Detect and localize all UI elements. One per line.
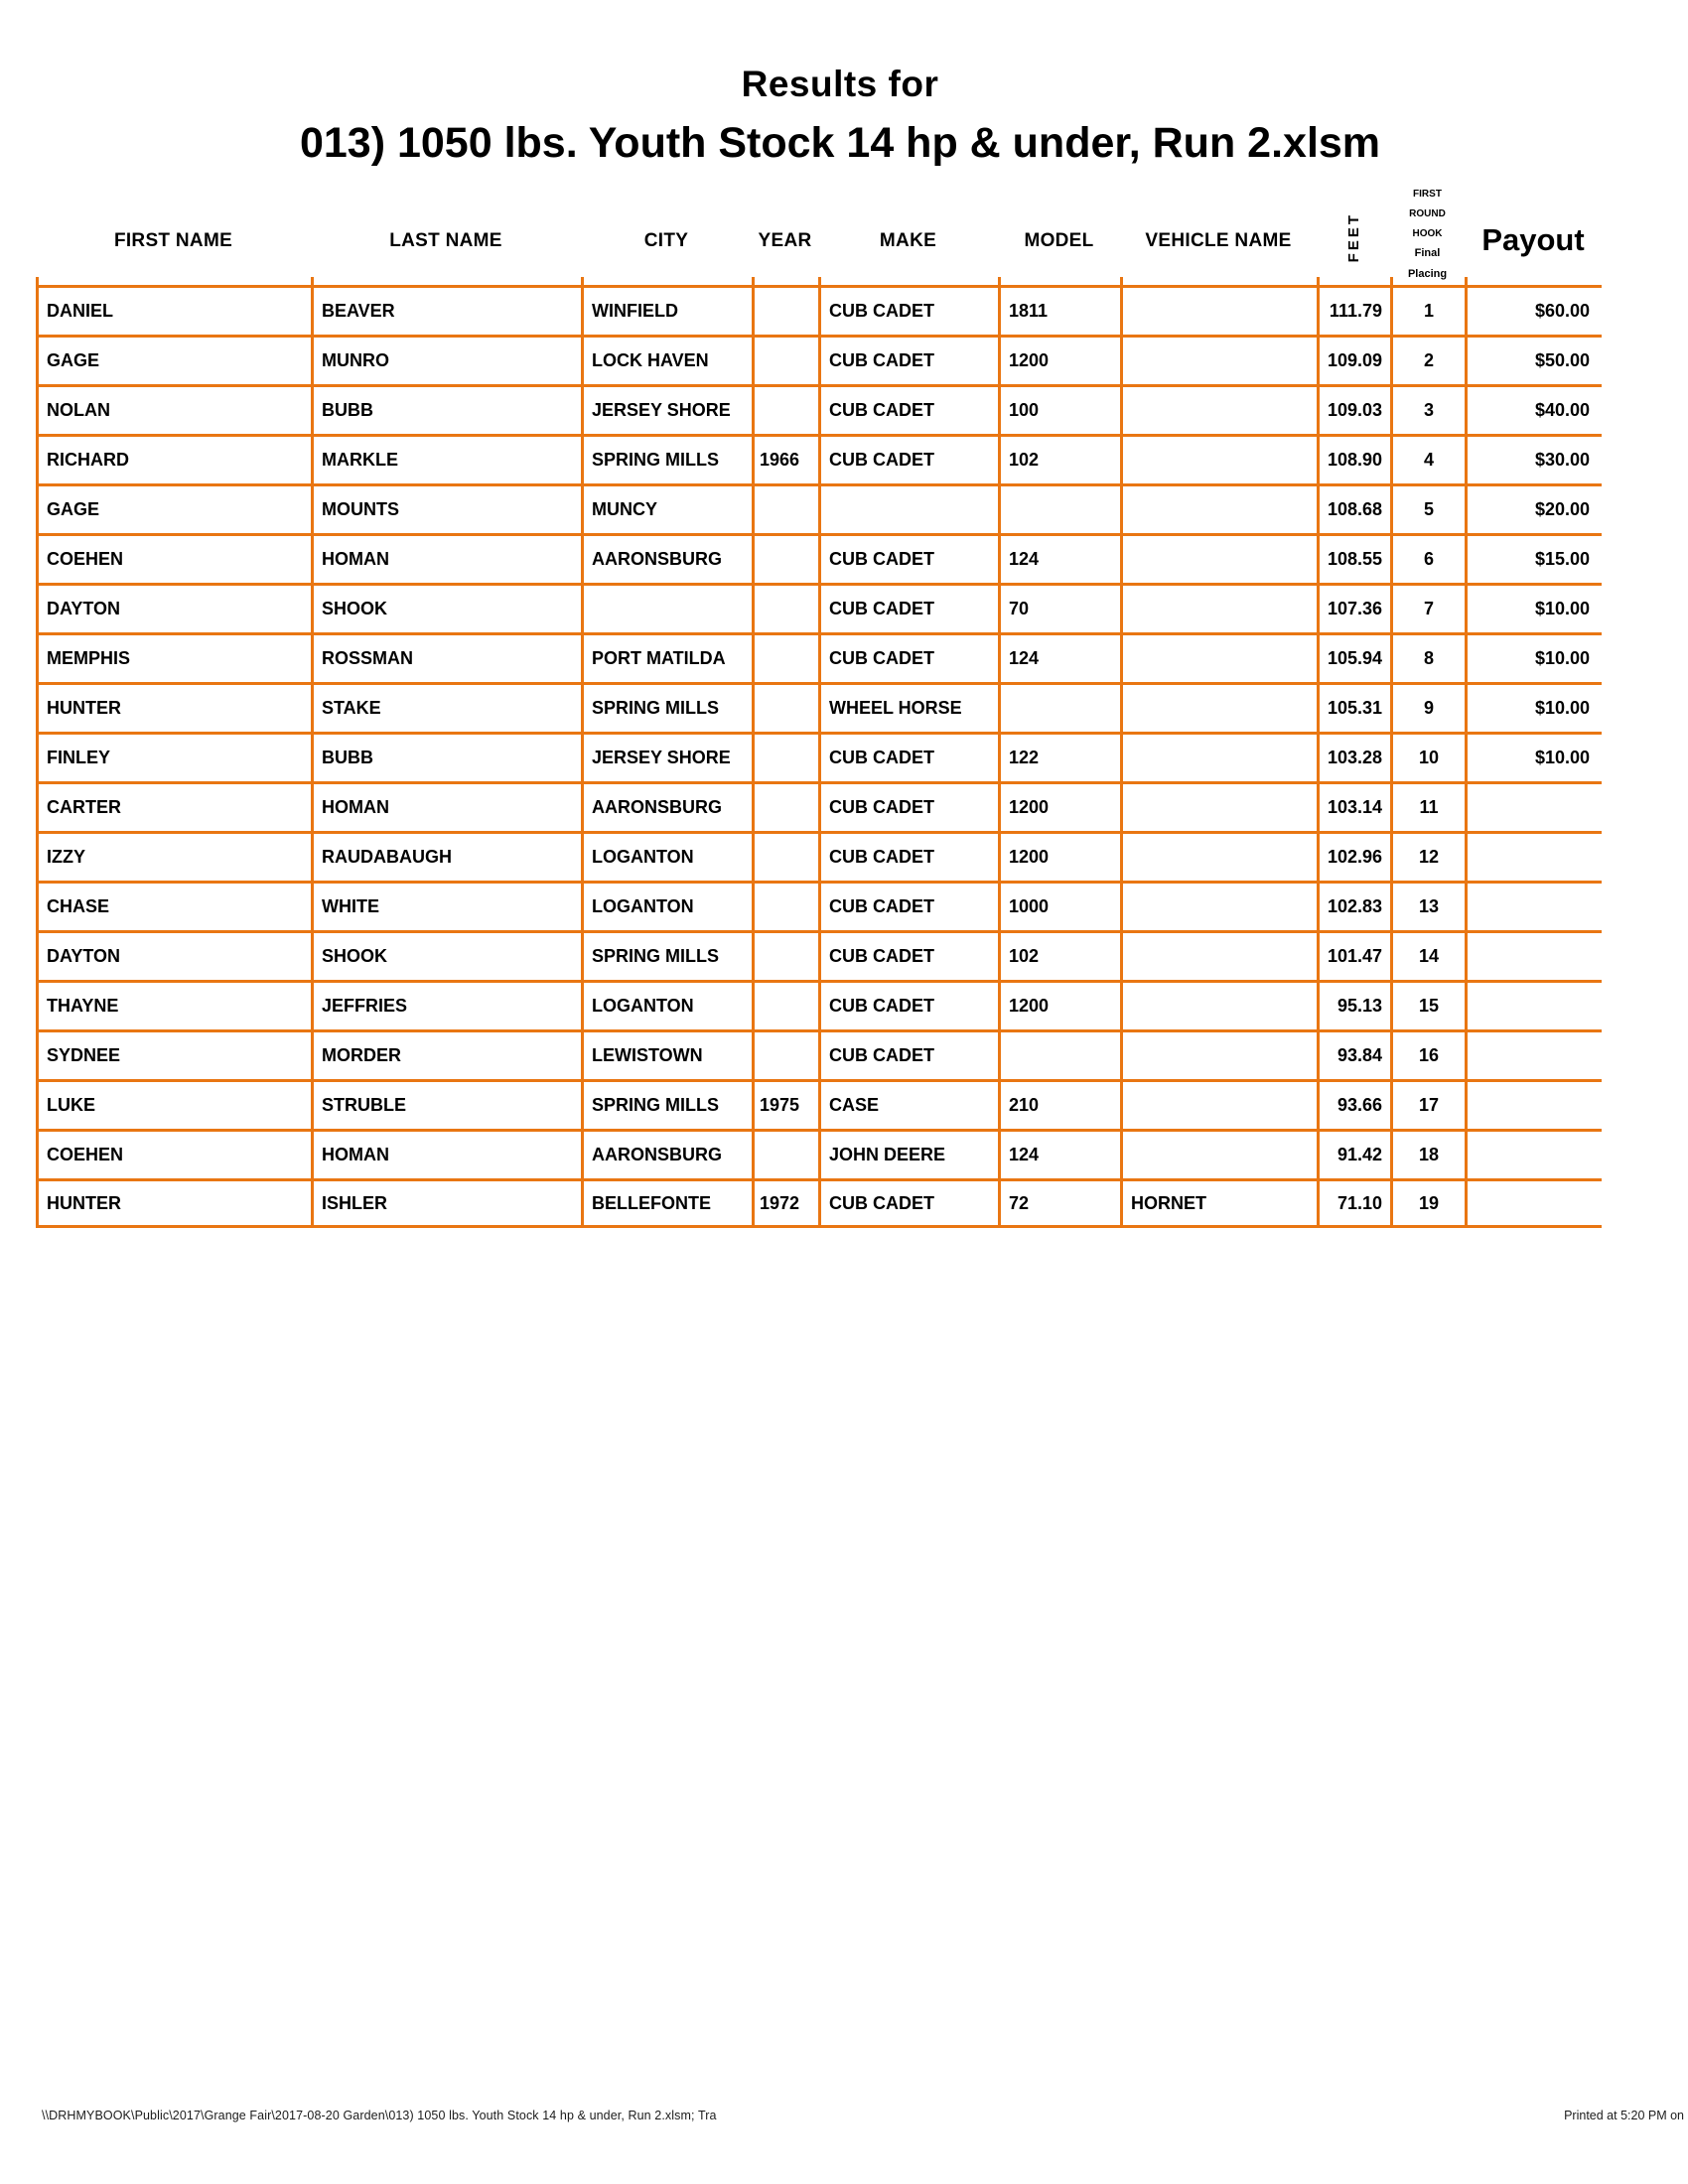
cell-payout: $30.00 [1465,434,1602,483]
cell-payout: $60.00 [1465,285,1602,335]
cell-vehicle [1120,434,1317,483]
cell-placing: 10 [1390,732,1465,781]
header-divider-tick [36,277,39,285]
cell-last: MORDER [311,1029,581,1079]
cell-model: 1811 [998,285,1120,335]
cell-feet: 93.66 [1317,1079,1390,1129]
cell-model: 210 [998,1079,1120,1129]
cell-payout: $10.00 [1465,583,1602,632]
cell-vehicle [1120,682,1317,732]
cell-city: WINFIELD [581,285,752,335]
table-row [36,930,1605,980]
cell-vehicle [1120,831,1317,881]
cell-vehicle [1120,980,1317,1029]
cell-feet: 95.13 [1317,980,1390,1029]
cell-feet: 108.68 [1317,483,1390,533]
cell-year [752,831,818,881]
cell-year [752,632,818,682]
cell-last: RAUDABAUGH [311,831,581,881]
cell-vehicle [1120,533,1317,583]
cell-feet: 101.47 [1317,930,1390,980]
cell-payout: $40.00 [1465,384,1602,434]
cell-last: MARKLE [311,434,581,483]
cell-vehicle [1120,583,1317,632]
cell-year: 1972 [752,1178,818,1228]
cell-model: 100 [998,384,1120,434]
cell-city: SPRING MILLS [581,682,752,732]
cell-feet: 109.03 [1317,384,1390,434]
cell-vehicle [1120,781,1317,831]
cell-model [998,1029,1120,1079]
cell-year [752,335,818,384]
cell-placing: 1 [1390,285,1465,335]
cell-feet: 103.28 [1317,732,1390,781]
header-divider-tick [1465,277,1468,285]
column-header-year: YEAR [758,230,812,251]
cell-city: LOCK HAVEN [581,335,752,384]
cell-payout: $20.00 [1465,483,1602,533]
cell-year [752,732,818,781]
table-row [36,434,1605,483]
table-row [36,1029,1605,1079]
cell-payout [1465,1178,1602,1228]
cell-vehicle [1120,1029,1317,1079]
cell-last: ISHLER [311,1178,581,1228]
cell-placing: 13 [1390,881,1465,930]
cell-city: LOGANTON [581,831,752,881]
cell-payout [1465,881,1602,930]
cell-first: DAYTON [36,583,311,632]
header-divider-tick [998,277,1001,285]
cell-make: WHEEL HORSE [818,682,998,732]
page-title: Results for [741,64,939,104]
cell-placing: 9 [1390,682,1465,732]
cell-make: CUB CADET [818,583,998,632]
cell-payout: $10.00 [1465,732,1602,781]
table-row [36,682,1605,732]
cell-last: HOMAN [311,533,581,583]
cell-placing: 12 [1390,831,1465,881]
cell-vehicle [1120,384,1317,434]
cell-last: JEFFRIES [311,980,581,1029]
cell-make: CUB CADET [818,533,998,583]
cell-last: MUNRO [311,335,581,384]
cell-model: 72 [998,1178,1120,1228]
cell-last: HOMAN [311,781,581,831]
cell-year: 1966 [752,434,818,483]
cell-year [752,682,818,732]
cell-placing: 16 [1390,1029,1465,1079]
cell-make: CUB CADET [818,632,998,682]
cell-first: RICHARD [36,434,311,483]
column-header-make: MAKE [879,230,937,251]
table-row [36,285,1605,335]
table-row [36,533,1605,583]
cell-model: 1200 [998,980,1120,1029]
cell-first: COEHEN [36,533,311,583]
header-divider-tick [581,277,584,285]
cell-model: 70 [998,583,1120,632]
cell-first: THAYNE [36,980,311,1029]
cell-vehicle [1120,285,1317,335]
header-divider-tick [1120,277,1123,285]
cell-model: 102 [998,930,1120,980]
column-header-model: MODEL [1024,230,1094,251]
cell-make: CUB CADET [818,881,998,930]
table-row [36,980,1605,1029]
cell-vehicle [1120,1079,1317,1129]
cell-last: SHOOK [311,583,581,632]
cell-vehicle [1120,1129,1317,1178]
cell-city: SPRING MILLS [581,434,752,483]
cell-make: CUB CADET [818,831,998,881]
cell-vehicle [1120,335,1317,384]
cell-last: BUBB [311,384,581,434]
cell-year [752,483,818,533]
cell-last: ROSSMAN [311,632,581,682]
cell-make: CUB CADET [818,732,998,781]
cell-first: HUNTER [36,682,311,732]
cell-placing: 3 [1390,384,1465,434]
cell-feet: 111.79 [1317,285,1390,335]
header-divider-tick [1317,277,1320,285]
cell-placing: 7 [1390,583,1465,632]
cell-last: MOUNTS [311,483,581,533]
cell-model: 124 [998,632,1120,682]
cell-city [581,583,752,632]
cell-model: 122 [998,732,1120,781]
cell-year [752,533,818,583]
table-row [36,781,1605,831]
table-row [36,1079,1605,1129]
cell-city: SPRING MILLS [581,930,752,980]
column-header-first-round-hook-final-placing: FIRST ROUND HOOK Final Placing [1407,189,1448,280]
table-row [36,831,1605,881]
cell-year [752,980,818,1029]
results-table [36,285,1605,1228]
cell-last: STRUBLE [311,1079,581,1129]
cell-first: CARTER [36,781,311,831]
cell-last: WHITE [311,881,581,930]
cell-payout [1465,1129,1602,1178]
cell-placing: 14 [1390,930,1465,980]
column-header-last-name: LAST NAME [389,230,502,251]
cell-first: DAYTON [36,930,311,980]
cell-vehicle: HORNET [1120,1178,1317,1228]
cell-city: AARONSBURG [581,781,752,831]
header-divider-tick [752,277,755,285]
cell-last: STAKE [311,682,581,732]
cell-vehicle [1120,732,1317,781]
cell-year [752,285,818,335]
cell-year [752,1129,818,1178]
cell-make: CUB CADET [818,781,998,831]
cell-city: LOGANTON [581,881,752,930]
table-row [36,732,1605,781]
cell-first: HUNTER [36,1178,311,1228]
table-row [36,1129,1605,1178]
cell-first: COEHEN [36,1129,311,1178]
header-divider-tick [818,277,821,285]
cell-year [752,930,818,980]
cell-year [752,1029,818,1079]
cell-first: NOLAN [36,384,311,434]
cell-payout [1465,980,1602,1029]
cell-placing: 18 [1390,1129,1465,1178]
cell-placing: 11 [1390,781,1465,831]
cell-make: CUB CADET [818,980,998,1029]
cell-make: CUB CADET [818,434,998,483]
cell-vehicle [1120,632,1317,682]
cell-city: AARONSBURG [581,1129,752,1178]
table-row [36,1178,1605,1228]
table-row [36,483,1605,533]
header-divider-tick [1390,277,1393,285]
cell-first: FINLEY [36,732,311,781]
column-header-payout: Payout [1481,222,1585,257]
cell-year [752,583,818,632]
cell-payout: $50.00 [1465,335,1602,384]
cell-first: IZZY [36,831,311,881]
cell-vehicle [1120,930,1317,980]
cell-first: DANIEL [36,285,311,335]
cell-feet: 105.94 [1317,632,1390,682]
cell-city: JERSEY SHORE [581,732,752,781]
cell-year: 1975 [752,1079,818,1129]
cell-last: BEAVER [311,285,581,335]
cell-model [998,682,1120,732]
cell-last: HOMAN [311,1129,581,1178]
cell-last: BUBB [311,732,581,781]
footer-file-path: \\DRHMYBOOK\Public\2017\Grange Fair\2017-08-20 Garden\013) 1050 lbs. Youth Stock 14 hp & under, Run 2.xlsm; Tra [42,2109,717,2122]
cell-payout [1465,1029,1602,1079]
cell-feet: 109.09 [1317,335,1390,384]
cell-city: MUNCY [581,483,752,533]
cell-feet: 102.83 [1317,881,1390,930]
cell-vehicle [1120,881,1317,930]
cell-placing: 5 [1390,483,1465,533]
cell-year [752,781,818,831]
cell-placing: 15 [1390,980,1465,1029]
cell-placing: 2 [1390,335,1465,384]
column-header-feet: FEET [1344,211,1362,263]
cell-payout: $15.00 [1465,533,1602,583]
column-header-city: CITY [643,230,689,251]
cell-model: 1200 [998,781,1120,831]
cell-payout [1465,781,1602,831]
cell-payout: $10.00 [1465,632,1602,682]
cell-first: CHASE [36,881,311,930]
table-row [36,384,1605,434]
cell-make: CASE [818,1079,998,1129]
table-row [36,583,1605,632]
cell-model [998,483,1120,533]
cell-city: PORT MATILDA [581,632,752,682]
cell-last: SHOOK [311,930,581,980]
cell-feet: 103.14 [1317,781,1390,831]
cell-make: CUB CADET [818,1029,998,1079]
header-divider-tick [311,277,314,285]
cell-model: 1200 [998,831,1120,881]
cell-city: JERSEY SHORE [581,384,752,434]
cell-feet: 102.96 [1317,831,1390,881]
cell-placing: 17 [1390,1079,1465,1129]
cell-first: SYDNEE [36,1029,311,1079]
cell-make: CUB CADET [818,384,998,434]
column-header-vehicle-name: VEHICLE NAME [1145,230,1292,251]
table-row [36,335,1605,384]
cell-make: CUB CADET [818,285,998,335]
cell-year [752,384,818,434]
column-header-first-name: FIRST NAME [113,230,233,251]
cell-model: 102 [998,434,1120,483]
cell-feet: 107.36 [1317,583,1390,632]
cell-first: LUKE [36,1079,311,1129]
cell-vehicle [1120,483,1317,533]
cell-make: CUB CADET [818,930,998,980]
cell-feet: 105.31 [1317,682,1390,732]
cell-payout: $10.00 [1465,682,1602,732]
cell-make: CUB CADET [818,335,998,384]
cell-model: 1000 [998,881,1120,930]
page-subtitle: 013) 1050 lbs. Youth Stock 14 hp & under, Run 2.xlsm [299,119,1381,167]
cell-model: 124 [998,533,1120,583]
cell-feet: 108.55 [1317,533,1390,583]
table-row [36,881,1605,930]
cell-payout [1465,930,1602,980]
cell-city: SPRING MILLS [581,1079,752,1129]
cell-first: MEMPHIS [36,632,311,682]
cell-payout [1465,1079,1602,1129]
cell-feet: 108.90 [1317,434,1390,483]
cell-city: BELLEFONTE [581,1178,752,1228]
footer-printed-at: Printed at 5:20 PM on [1564,2109,1684,2122]
cell-placing: 19 [1390,1178,1465,1228]
cell-feet: 93.84 [1317,1029,1390,1079]
cell-make: JOHN DEERE [818,1129,998,1178]
cell-placing: 6 [1390,533,1465,583]
cell-feet: 91.42 [1317,1129,1390,1178]
table-row [36,632,1605,682]
cell-city: LEWISTOWN [581,1029,752,1079]
cell-city: LOGANTON [581,980,752,1029]
cell-first: GAGE [36,483,311,533]
cell-feet: 71.10 [1317,1178,1390,1228]
cell-placing: 4 [1390,434,1465,483]
cell-make [818,483,998,533]
cell-placing: 8 [1390,632,1465,682]
cell-make: CUB CADET [818,1178,998,1228]
cell-model: 1200 [998,335,1120,384]
cell-model: 124 [998,1129,1120,1178]
cell-year [752,881,818,930]
cell-first: GAGE [36,335,311,384]
cell-payout [1465,831,1602,881]
cell-city: AARONSBURG [581,533,752,583]
